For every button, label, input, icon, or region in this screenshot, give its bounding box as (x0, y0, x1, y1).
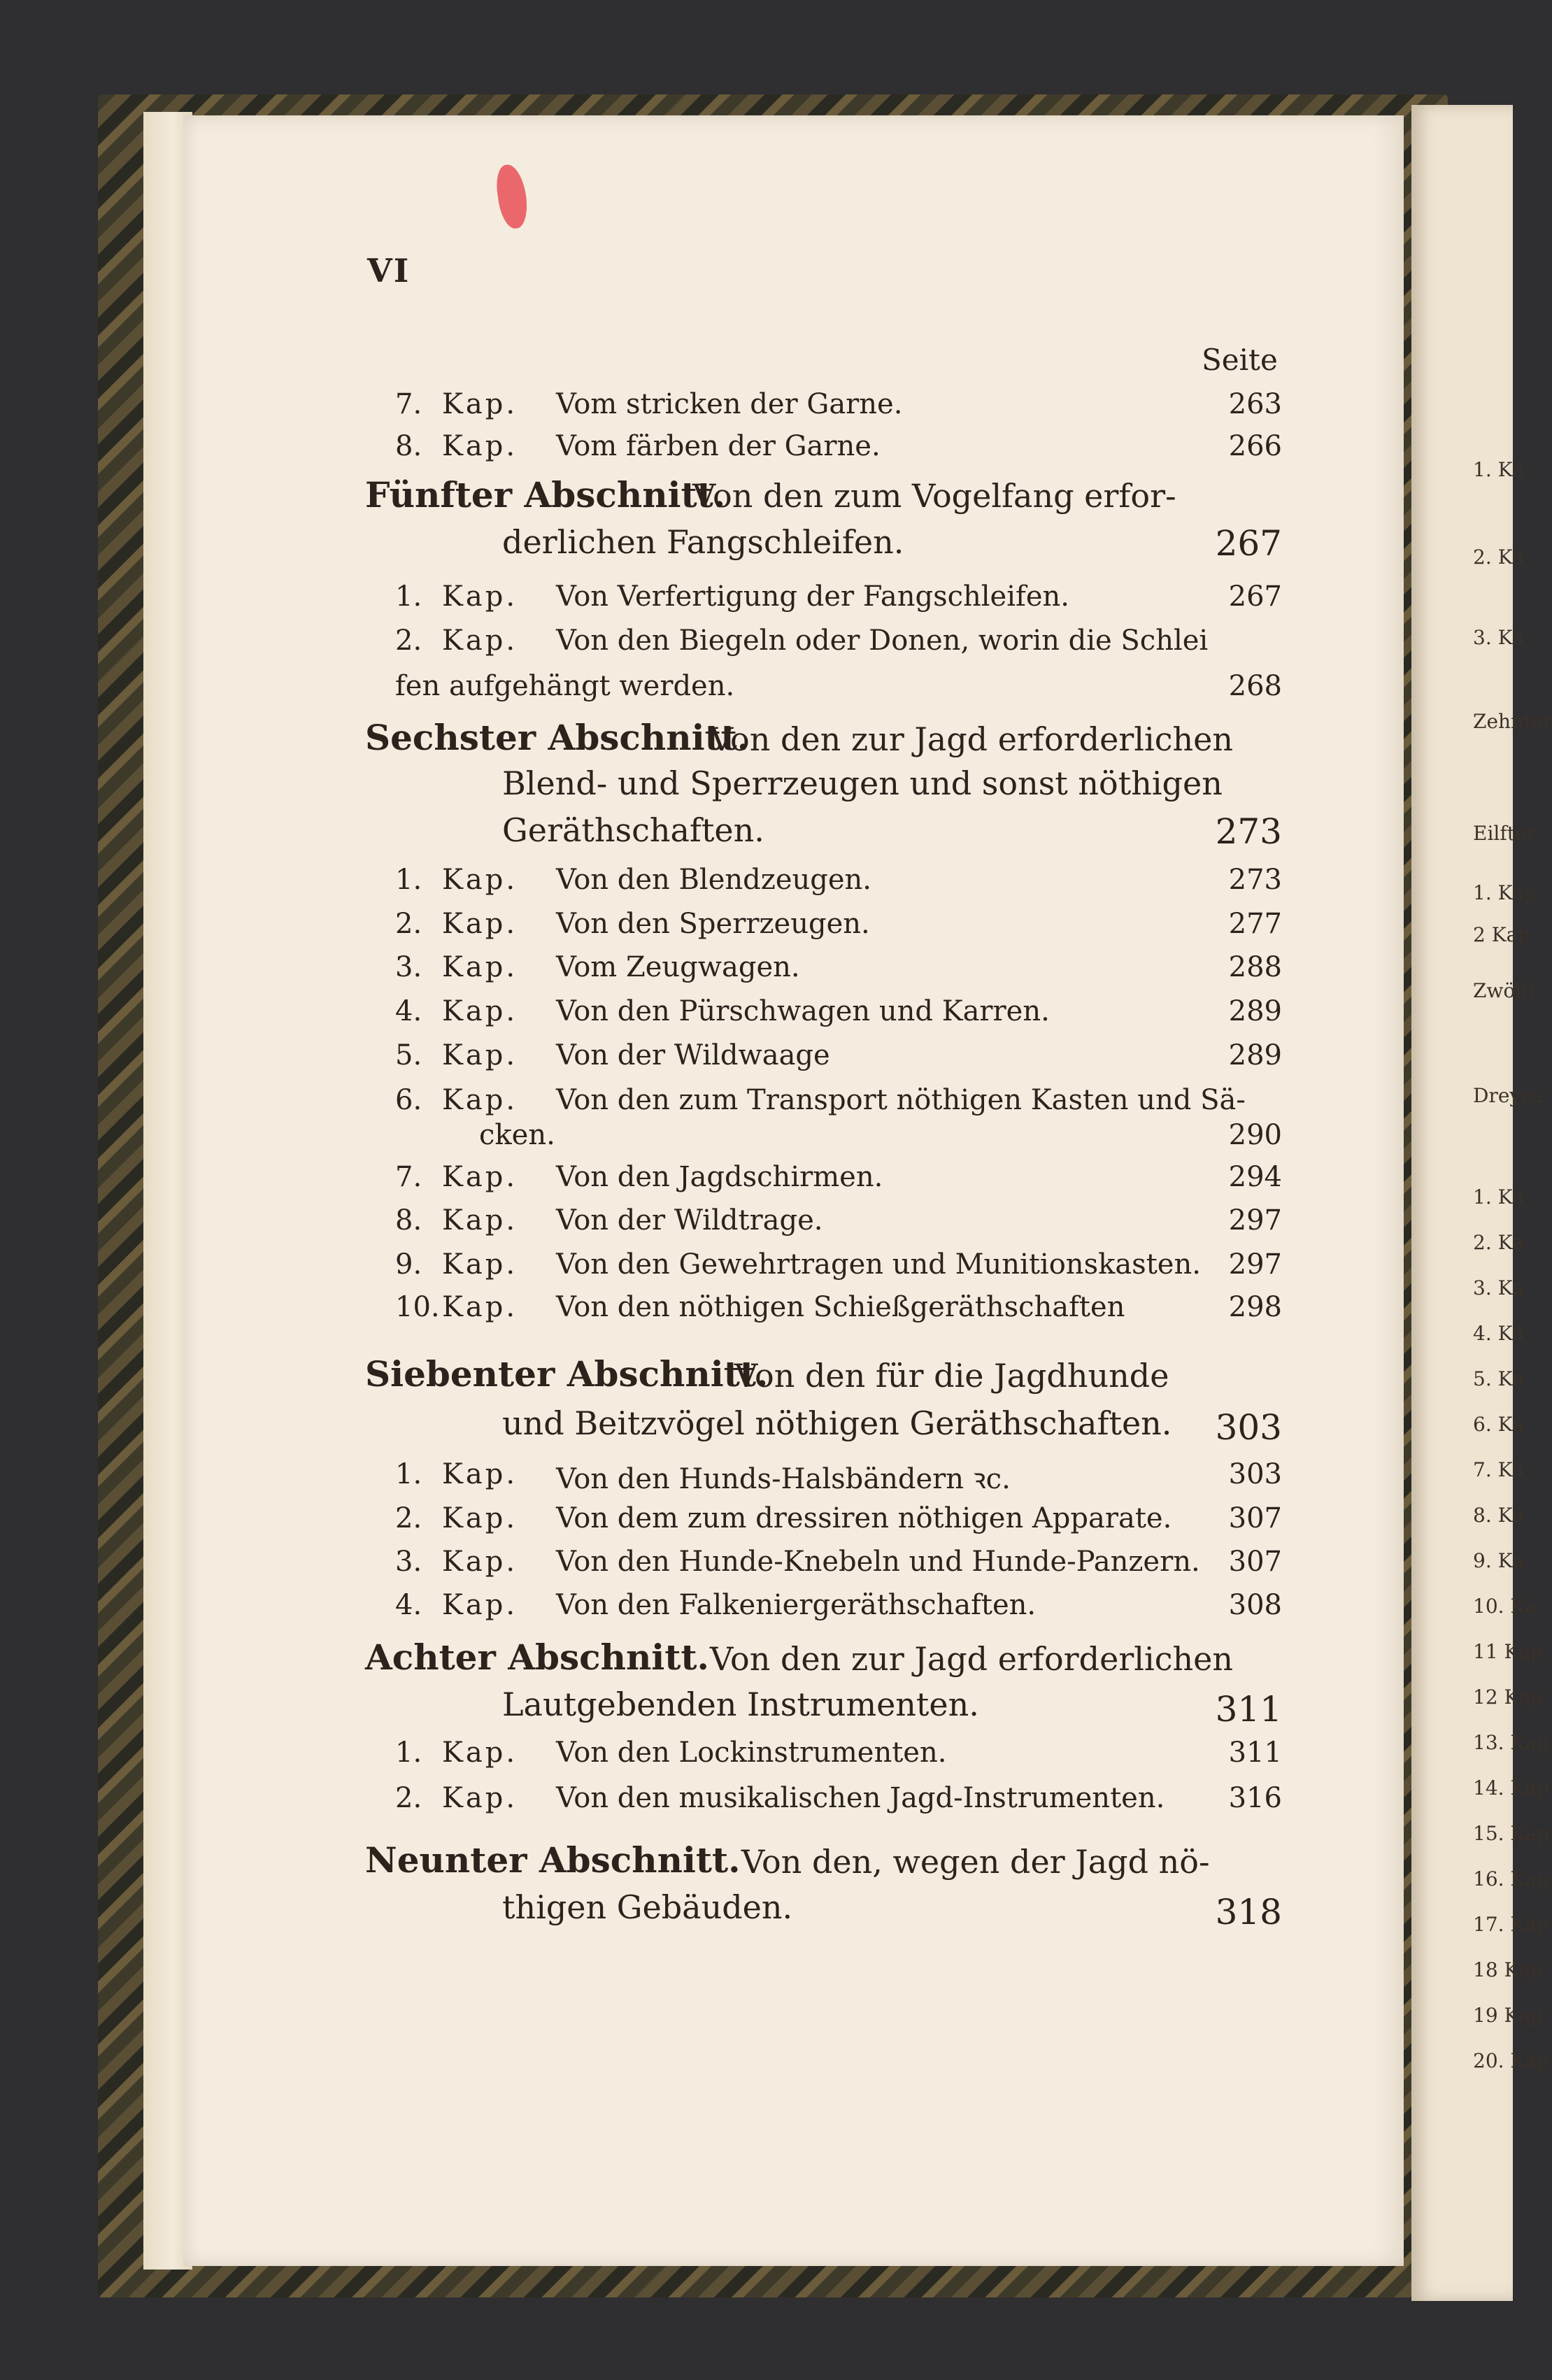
page-number: 289 (1228, 1039, 1282, 1071)
chapter-title: Von den Blendzeugen. (556, 864, 872, 896)
chapter-number: 2. (395, 908, 422, 940)
toc-entry (0, 864, 1513, 906)
toc-entry (0, 1782, 1513, 1824)
toc-entry (0, 908, 1513, 950)
chapter-title: Von den Sperrzeugen. (556, 908, 870, 940)
page-number: 263 (1228, 388, 1282, 420)
page-number: 298 (1228, 1291, 1282, 1323)
chapter-label: Kap. (442, 1782, 518, 1814)
facing-fragment: 10. Ka (1473, 1595, 1537, 1618)
section-page-number: 267 (1215, 523, 1282, 564)
chapter-title: Von den Biegeln oder Donen, worin die Schlei (556, 625, 1209, 657)
section-page-number: 318 (1215, 1892, 1282, 1932)
toc-entry (0, 1039, 1513, 1081)
chapter-title: Von der Wildtrage. (556, 1204, 823, 1237)
facing-fragment: 6. Ka (1473, 1413, 1525, 1436)
page-number: 266 (1228, 430, 1282, 462)
chapter-label: Kap. (442, 430, 518, 462)
chapter-label: Kap. (442, 995, 518, 1027)
chapter-number: 6. (395, 1084, 422, 1116)
toc-entry (0, 995, 1513, 1037)
chapter-label: Kap. (442, 1084, 518, 1116)
page-number: 297 (1228, 1204, 1282, 1237)
facing-fragment: 1. Kap (1473, 881, 1537, 904)
chapter-number: 8. (395, 1204, 422, 1237)
chapter-label: Kap. (442, 1161, 518, 1193)
chapter-label: Kap. (442, 388, 518, 420)
facing-fragment: 17. Kap (1473, 1913, 1549, 1936)
page-number: 294 (1228, 1161, 1282, 1193)
page-number: 290 (1228, 1119, 1282, 1151)
facing-fragment: 5. Ka (1473, 1367, 1525, 1390)
chapter-title: Von den Jagdschirmen. (556, 1161, 883, 1193)
facing-fragment: 8. Ka (1473, 1504, 1525, 1527)
toc-entry (0, 625, 1513, 667)
toc-entry (0, 1161, 1513, 1203)
chapter-label: Kap. (442, 1248, 518, 1281)
section-title-cont: und Beitzvögel nöthigen Geräthschaften. (502, 1404, 1172, 1442)
chapter-title: Von den zum Transport nöthigen Kasten und Sä- (556, 1084, 1246, 1116)
section-heading: Fünfter Abschnitt. (365, 474, 726, 515)
chapter-title: Von den Hunde-Knebeln und Hunde-Panzern. (556, 1546, 1200, 1578)
toc-entry (0, 430, 1513, 472)
chapter-title: Vom Zeugwagen. (556, 951, 800, 983)
chapter-label: Kap. (442, 1502, 518, 1534)
seite-header: Seite (1202, 343, 1278, 377)
facing-fragment: 12 Kap (1473, 1686, 1544, 1709)
page-number: 288 (1228, 951, 1282, 983)
chapter-number: 3. (395, 951, 422, 983)
chapter-label: Kap. (442, 1039, 518, 1071)
page-number: 297 (1228, 1248, 1282, 1281)
chapter-number: 10. (395, 1291, 440, 1323)
page-number: 289 (1228, 995, 1282, 1027)
section-title: Von den zur Jagd erforderlichen (710, 1640, 1233, 1678)
chapter-label: Kap. (442, 1458, 518, 1490)
toc-entry (0, 1248, 1513, 1290)
chapter-title: Von dem zum dressiren nöthigen Apparate. (556, 1502, 1172, 1534)
section-title-cont: Lautgebenden Instrumenten. (502, 1686, 979, 1723)
chapter-title-cont: fen aufgehängt werden. (395, 670, 735, 702)
section-heading: Achter Abschnitt. (365, 1637, 709, 1678)
chapter-number: 9. (395, 1248, 422, 1281)
facing-fragment: Zwölft (1473, 979, 1537, 1002)
section-title-cont: Geräthschaften. (502, 811, 764, 849)
chapter-number: 3. (395, 1546, 422, 1578)
chapter-number: 1. (395, 864, 422, 896)
chapter-number: 7. (395, 1161, 422, 1193)
chapter-title: Vom färben der Garne. (556, 430, 881, 462)
facing-fragment: 2. Ka (1473, 1231, 1525, 1254)
facing-fragment: 2 Kap (1473, 923, 1531, 946)
facing-fragment: 15. Kap (1473, 1822, 1549, 1845)
facing-fragment: Eilfter (1473, 822, 1536, 845)
facing-fragment: 4. Ka (1473, 1322, 1525, 1345)
chapter-label: Kap. (442, 580, 518, 613)
page-number: 307 (1228, 1546, 1282, 1578)
chapter-label: Kap. (442, 1546, 518, 1578)
facing-fragment: 19 Kap (1473, 2004, 1544, 2027)
section-page-number: 303 (1215, 1407, 1282, 1448)
chapter-title: Von den Pürschwagen und Karren. (556, 995, 1050, 1027)
facing-fragment: 11 Kap (1473, 1640, 1544, 1663)
page-number: 303 (1228, 1458, 1282, 1490)
facing-fragment: 3. Ka (1473, 1276, 1525, 1299)
chapter-number: 8. (395, 430, 422, 462)
facing-fragment: 7. Ka (1473, 1458, 1525, 1481)
chapter-label: Kap. (442, 1737, 518, 1769)
chapter-label: Kap. (442, 908, 518, 940)
chapter-title: Von den Gewehrtragen und Munitionskasten. (556, 1248, 1201, 1281)
chapter-number: 4. (395, 1589, 422, 1621)
toc-entry (0, 1546, 1513, 1588)
section-title: Von den für die Jagdhunde (734, 1357, 1169, 1395)
facing-fragment: 9. Ka (1473, 1549, 1525, 1572)
toc-entry-cont (0, 670, 1513, 712)
page-number: 311 (1228, 1737, 1282, 1769)
toc-entry (0, 1502, 1513, 1544)
toc-entry (0, 1204, 1513, 1246)
section-heading: Sechster Abschnitt. (365, 717, 750, 758)
page-number: 307 (1228, 1502, 1282, 1534)
section-title-cont: derlichen Fangschleifen. (502, 523, 904, 561)
toc-entry (0, 388, 1513, 430)
toc-entry-cont (0, 1119, 1513, 1161)
facing-fragment: 13. Kap (1473, 1731, 1549, 1754)
chapter-number: 2. (395, 1502, 422, 1534)
section-title: Von den zur Jagd erforderlichen (710, 720, 1233, 758)
facing-fragment: 2. Ka (1473, 546, 1525, 569)
chapter-label: Kap. (442, 864, 518, 896)
toc-entry (0, 1737, 1513, 1779)
facing-fragment: 1. Ka (1473, 1185, 1525, 1209)
chapter-label: Kap. (442, 1589, 518, 1621)
chapter-number: 1. (395, 1458, 422, 1490)
facing-fragment: 20. Kap (1473, 2049, 1549, 2072)
chapter-label: Kap. (442, 625, 518, 657)
facing-fragment: Dreyze (1473, 1084, 1543, 1107)
chapter-number: 1. (395, 1737, 422, 1769)
toc-entry (0, 951, 1513, 993)
chapter-number: 1. (395, 580, 422, 613)
section-page-number: 273 (1215, 811, 1282, 852)
chapter-title: Von den Falkeniergeräthschaften. (556, 1589, 1037, 1621)
facing-fragment: 3. Ka (1473, 626, 1525, 649)
toc-entry (0, 1291, 1513, 1333)
toc-entry (0, 1458, 1513, 1500)
section-page-number: 311 (1215, 1689, 1282, 1730)
chapter-title: Von den Lockinstrumenten. (556, 1737, 947, 1769)
page-number: 308 (1228, 1589, 1282, 1621)
page-number: 268 (1228, 670, 1282, 702)
chapter-label: Kap. (442, 1204, 518, 1237)
section-heading: Siebenter Abschnitt. (365, 1353, 769, 1395)
section-heading: Neunter Abschnitt. (365, 1839, 741, 1881)
page-number: 273 (1228, 864, 1282, 896)
chapter-label: Kap. (442, 1291, 518, 1323)
page-number: 277 (1228, 908, 1282, 940)
toc-entry (0, 1589, 1513, 1631)
chapter-number: 7. (395, 388, 422, 420)
facing-fragment: 18 Kap (1473, 1958, 1544, 1981)
section-title-cont: Blend- und Sperrzeugen und sonst nöthigen (502, 764, 1223, 802)
section-title-cont: thigen Gebäuden. (502, 1888, 793, 1926)
section-title: Von den zum Vogelfang erfor- (692, 477, 1176, 515)
chapter-number: 4. (395, 995, 422, 1027)
facing-fragment: 1. Ka (1473, 458, 1525, 481)
section-title: Von den, wegen der Jagd nö- (741, 1843, 1210, 1881)
chapter-label: Kap. (442, 951, 518, 983)
facing-fragment: 14. Kap (1473, 1776, 1549, 1800)
chapter-title: Von den musikalischen Jagd-Instrumenten. (556, 1782, 1165, 1814)
facing-fragment: Zehnter (1473, 710, 1552, 733)
chapter-title: Vom stricken der Garne. (556, 388, 903, 420)
chapter-title: Von den nöthigen Schießgeräthschaften (556, 1291, 1125, 1323)
chapter-number: 2. (395, 625, 422, 657)
chapter-title: Von den Hunds-Halsbändern ꝛc. (556, 1463, 1011, 1495)
chapter-number: 2. (395, 1782, 422, 1814)
chapter-title-cont: cken. (479, 1119, 555, 1151)
page-folio: VI (367, 252, 411, 290)
page-number: 316 (1228, 1782, 1282, 1814)
toc-entry (0, 580, 1513, 622)
chapter-title: Von Verfertigung der Fangschleifen. (556, 580, 1069, 613)
page-number: 267 (1228, 580, 1282, 613)
chapter-number: 5. (395, 1039, 422, 1071)
chapter-title: Von der Wildwaage (556, 1039, 830, 1071)
facing-fragment: 16. Kap (1473, 1867, 1549, 1890)
